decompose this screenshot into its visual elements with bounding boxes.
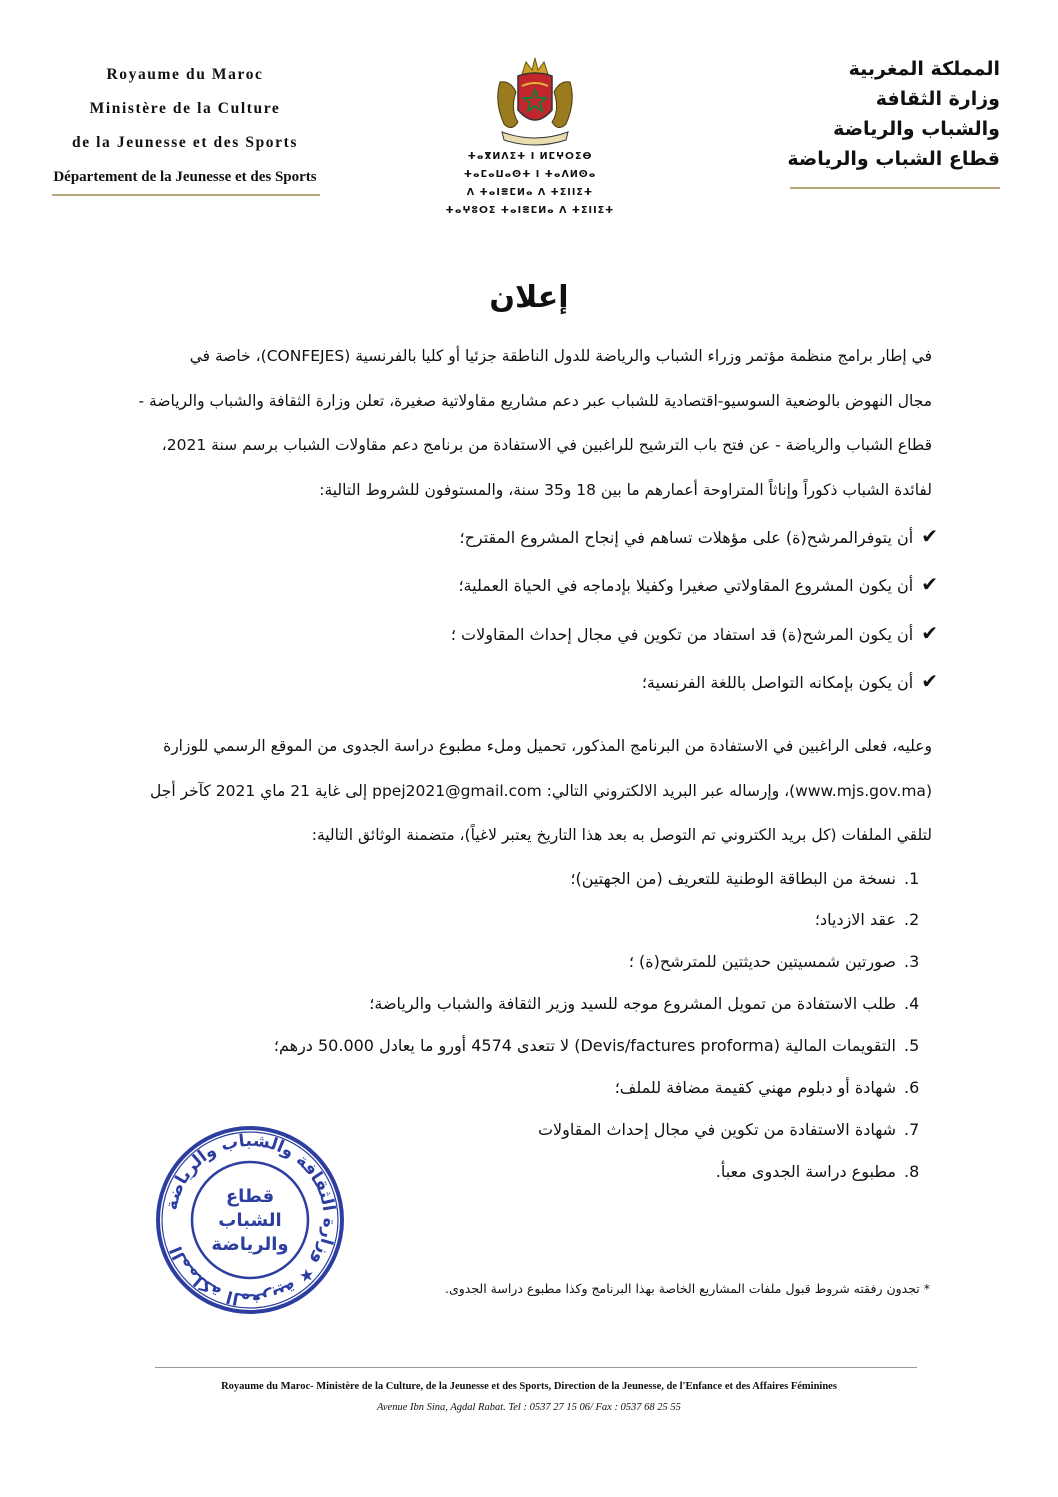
stamp-ring-text: المملكة المغربية ★ وزارة الثقافة والشباب والرياضة — [161, 1130, 340, 1310]
stamp-center-line: والرياضة — [211, 1234, 289, 1255]
header-ar-line2: وزارة الثقافة — [875, 88, 1000, 110]
condition-item — [98, 669, 938, 693]
tifinagh-line3: ⴷ ⵜⴰⵏⴻⵎⵍⴰ ⴷ ⵜⵉⵏⵏⵉⵜ — [466, 187, 594, 198]
document-number: 4. — [904, 994, 920, 1013]
check-mark-icon: ✔ — [921, 669, 938, 693]
document-item — [134, 994, 934, 1013]
condition-text: أن يتوفرالمرشح(ة) على مؤهلات تساهم في إنجاح المشروع المقترح؛ — [459, 528, 914, 547]
document-text: التقويمات المالية (Devis/factures proforma) لا تتعدى 4574 أورو ما يعادل 50.000 درهم؛ — [273, 1036, 896, 1055]
document-item — [134, 952, 934, 971]
tifinagh-line2: ⵜⴰⵎⴰⵡⴰⵙⵜ ⵏ ⵜⴰⴷⵍⵙⴰ — [463, 169, 597, 180]
check-mark-icon: ✔ — [921, 572, 938, 596]
header-left-rule — [52, 194, 320, 196]
document-number: 8. — [904, 1162, 920, 1181]
intro-paragraph — [60, 334, 932, 512]
header-ar-line3: والشباب والرياضة — [833, 118, 1000, 140]
condition-item — [98, 572, 938, 596]
document-text: طلب الاستفادة من تمويل المشروع موجه للسيد وزير الثقافة والشباب والرياضة؛ — [369, 994, 896, 1013]
header-french — [40, 58, 330, 194]
stamp-center-line: قطاع — [225, 1186, 275, 1207]
header-fr-line4: Département de la Jeunesse et des Sports — [53, 169, 317, 185]
stamp-center-line: الشباب — [218, 1210, 282, 1231]
document-text: شهادة الاستفادة من تكوين في مجال إحداث المقاولات — [537, 1120, 896, 1139]
document-number: 6. — [904, 1078, 920, 1097]
instructions-line: (www.mjs.gov.ma)، وإرساله عبر البريد الالكتروني التالي: ppej2021@gmail.com إلى غاية 21 ماي 2021 كآخر أجل — [150, 781, 932, 800]
header-tifinagh — [420, 148, 640, 220]
intro-line: قطاع الشباب والرياضة - عن فتح باب الترشيح للراغبين في الاستفادة من برنامج دعم مقاولات الشباب برسم سنة 2021، — [161, 436, 932, 454]
footnote — [445, 1279, 930, 1299]
condition-text: أن يكون بإمكانه التواصل باللغة الفرنسية؛ — [641, 673, 914, 692]
tifinagh-line1: ⵜⴰⴳⵍⴷⵉⵜ ⵏ ⵍⵎⵖⵔⵉⴱ — [467, 151, 593, 162]
header-ar-line1: المملكة المغربية — [848, 58, 1000, 80]
check-mark-icon: ✔ — [921, 524, 938, 548]
footer-line1: Royaume du Maroc- Ministère de la Culture, de la Jeunesse et des Sports, Direction de la Jeunesse, de l'Enfance et des Affaires Féminines — [221, 1381, 837, 1392]
header-fr-line3: de la Jeunesse et des Sports — [71, 134, 299, 151]
footnote-line: * تجدون رفقته شروط قبول ملفات المشاريع الخاصة بهذا البرنامج وكذا مطبوع دراسة الجدوى. — [444, 1281, 930, 1296]
official-stamp — [150, 1120, 350, 1320]
intro-line: لفائدة الشباب ذكوراً وإناثاً المتراوحة أعمارهم ما بين 18 و35 سنة، والمستوفون للشروط التالية: — [319, 480, 932, 499]
document-number: 1. — [904, 869, 920, 888]
instructions-line: لتلقي الملفات (كل بريد الكتروني تم التوصل به بعد هذا التاريخ يعتبر لاغياً)، متضمنة الوثائق التالية: — [311, 826, 932, 844]
intro-line: في إطار برامج منظمة مؤتمر وزراء الشباب والرياضة للدول الناطقة جزئيا أو كليا بالفرنسية (CONFEJES)، خاصة في — [189, 347, 932, 365]
instructions-paragraph — [60, 724, 932, 858]
instructions-line: وعليه، فعلى الراغبين في الاستفادة من البرنامج المذكور، تحميل وملء مطبوع دراسة الجدوى من الموقع الرسمي للوزارة — [163, 737, 932, 755]
condition-item — [98, 524, 938, 548]
header-arabic — [770, 54, 1000, 174]
header-ar-line4: قطاع الشباب والرياضة — [787, 148, 1000, 170]
document-item — [134, 1036, 934, 1055]
document-item — [134, 869, 934, 888]
document-number: 2. — [904, 910, 920, 929]
document-text: صورتين شمسيتين حديثتين للمترشح(ة) ؛ — [628, 952, 896, 971]
document-text: نسخة من البطاقة الوطنية للتعريف (من الجهتين)؛ — [570, 869, 896, 888]
document-text: عقد الازدياد؛ — [814, 910, 896, 929]
header-right-rule — [790, 187, 1000, 189]
footer-rule — [155, 1367, 917, 1368]
announcement-title: إعلان — [489, 280, 569, 315]
document-item — [134, 910, 934, 929]
tifinagh-line4: ⵜⴰⵖⵓⵔⵉ ⵜⴰⵏⴻⵎⵍⴰ ⴷ ⵜⵉⵏⵏⵉⵜ — [445, 205, 615, 216]
condition-text: أن يكون المشروع المقاولاتي صغيرا وكفيلا بإدماجه في الحياة العملية؛ — [458, 576, 914, 595]
document-text: شهادة أو دبلوم مهني كقيمة مضافة للملف؛ — [614, 1078, 896, 1097]
document-text: مطبوع دراسة الجدوى معبأ. — [715, 1162, 896, 1181]
document-number: 5. — [904, 1036, 920, 1055]
document-item — [134, 1078, 934, 1097]
check-mark-icon: ✔ — [921, 621, 938, 645]
header-fr-line2: Ministère de la Culture — [89, 100, 281, 117]
header-fr-line1: Royaume du Maroc — [106, 66, 264, 83]
document-number: 7. — [904, 1120, 920, 1139]
condition-item — [98, 621, 938, 645]
intro-line: مجال النهوض بالوضعية السوسيو-اقتصادية للشباب عبر دعم مشاريع مقاولاتية صغيرة، تعلن وزارة الثقافة والشباب والرياضة - — [138, 391, 932, 410]
condition-text: أن يكون المرشح(ة) قد استفاد من تكوين في مجال إحداث المقاولات ؛ — [450, 625, 914, 644]
coat-of-arms-emblem — [482, 52, 588, 148]
document-number: 3. — [904, 952, 920, 971]
footer-line2: Avenue Ibn Sina, Agdal Rabat. Tel : 0537 27 15 06/ Fax : 0537 68 25 55 — [377, 1402, 681, 1413]
